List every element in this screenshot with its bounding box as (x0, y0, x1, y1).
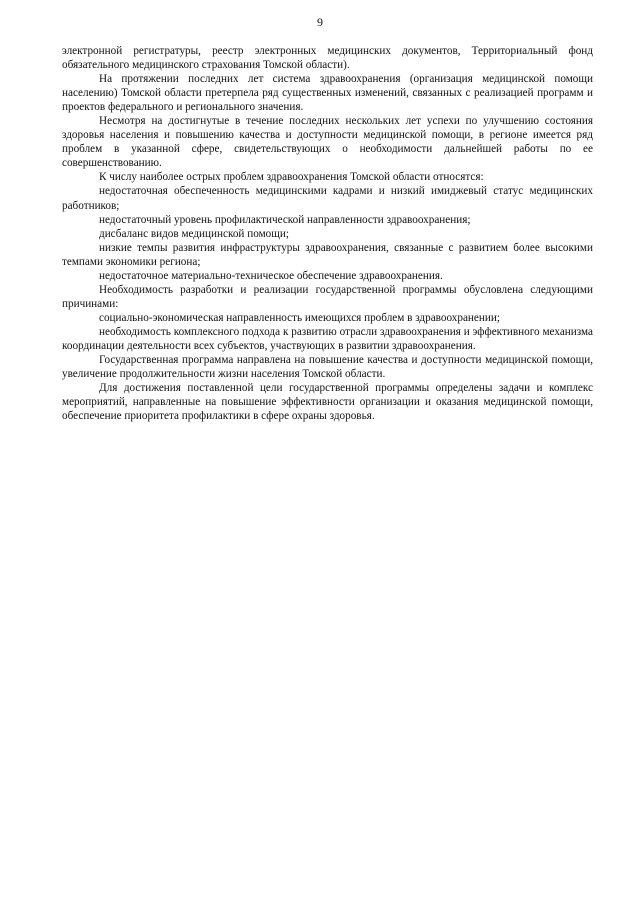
document-body (62, 44, 593, 423)
paragraph-2: На протяжении последних лет система здравоохранения (организация медицинской помощи населению) Томской области претерпела ряд существенных изменений, связанных с реализацией программ и проектов федерального и регионального значения. (62, 73, 593, 114)
paragraph-4: К числу наиболее острых проблем здравоохранения Томской области относятся: (99, 171, 484, 184)
list-item-prevention: недостаточный уровень профилактической направленности здравоохранения; (99, 213, 471, 226)
paragraph-3: Несмотря на достигнутые в течение последних нескольких лет успехи по улучшению состояния здоровья населения и повышению качества и доступности медицинской помощи, в регионе имеется ряд проблем в указанной сфере, свидетельствующих о необходимости дальнейшей работы по ее совершенствованию. (62, 115, 593, 170)
list-item-staffing: недостаточная обеспеченность медицинскими кадрами и низкий имиджевый статус медицинских работников; (62, 185, 593, 212)
paragraph-reasons: Необходимость разработки и реализации государственной программы обусловлена следующими причинами: (62, 283, 593, 310)
list-item-complex-approach: необходимость комплексного подхода к развитию отрасли здравоохранения и эффективного механизма координации деятельности всех субъектов, участвующих в развитии здравоохранения. (62, 325, 593, 352)
paragraph-tasks: Для достижения поставленной цели государственной программы определены задачи и комплекс мероприятий, направленные на повышение эффективности организации и оказания медицинской помощи, обеспечение приоритета профилактики в сфере охраны здоровья. (62, 382, 593, 423)
paragraph-1: электронной регистратуры, реестр электронных медицинских документов, Территориальный фонд обязательного медицинского страхования Томской области). (62, 45, 593, 72)
list-item-equipment: недостаточное материально-техническое обеспечение здравоохранения. (99, 269, 443, 282)
list-item-infrastructure: низкие темпы развития инфраструктуры здравоохранения, связанные с развитием более высокими темпами экономики региона; (62, 241, 593, 268)
list-item-social-economic: социально-экономическая направленность имеющихся проблем в здравоохранении; (99, 311, 500, 324)
page-number: 9 (317, 15, 323, 29)
list-item-imbalance: дисбаланс видов медицинской помощи; (99, 227, 289, 240)
paragraph-program-aim: Государственная программа направлена на повышение качества и доступности медицинской помощи, увеличение продолжительности жизни населения Томской области. (62, 354, 593, 381)
